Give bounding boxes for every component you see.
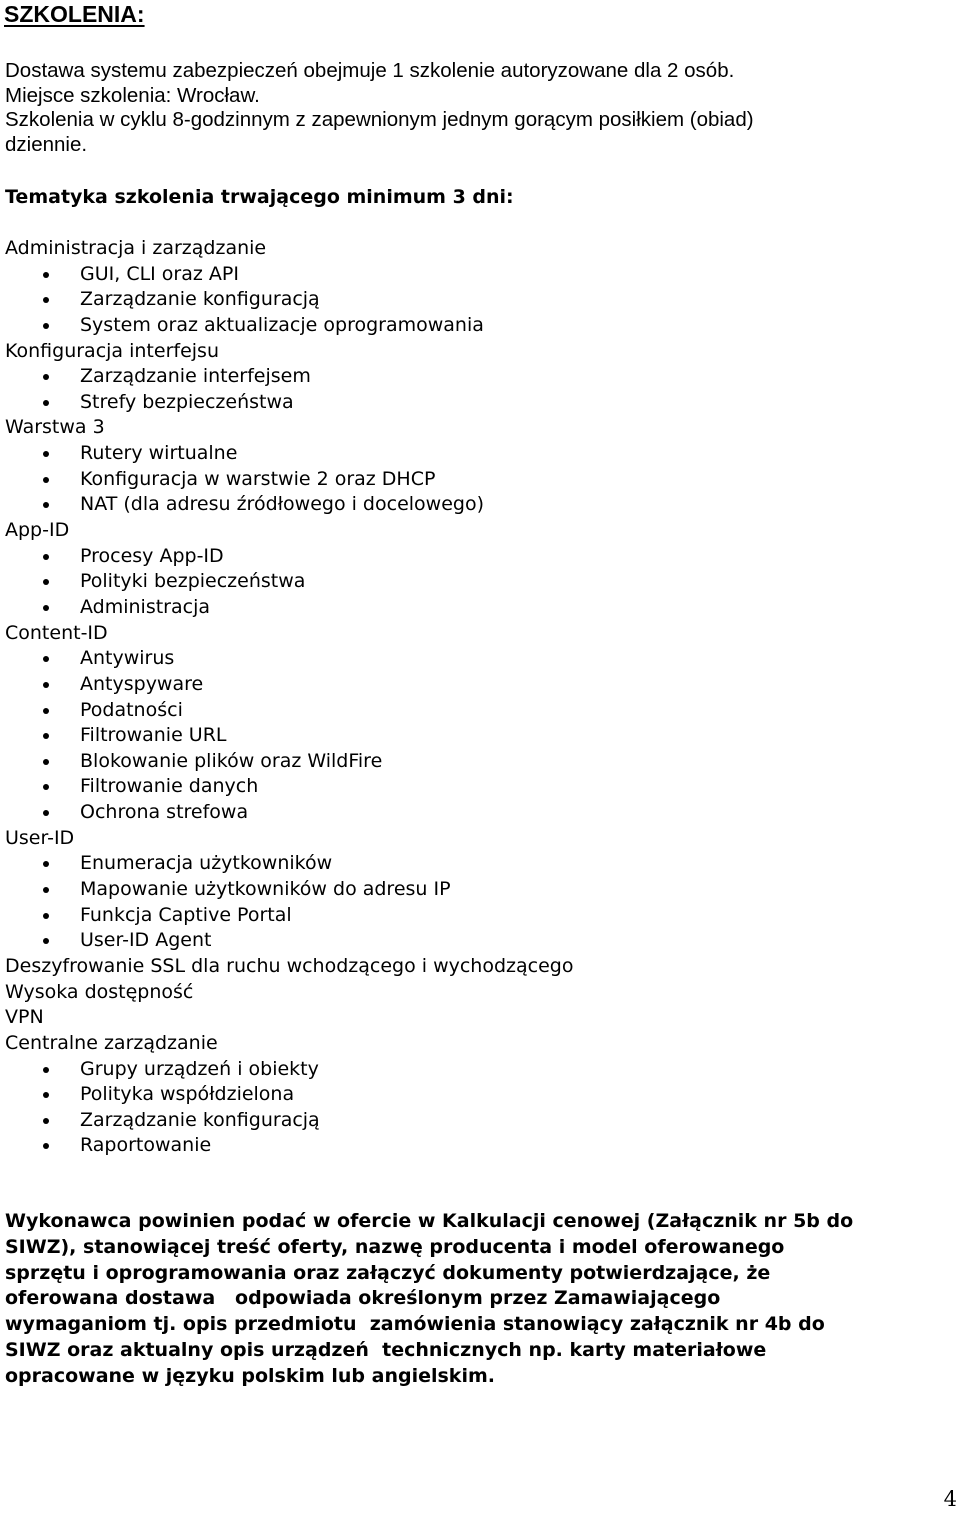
topic-section (0, 1031, 960, 1159)
topic-section (0, 339, 960, 416)
bullet-icon (43, 913, 49, 919)
list-item (0, 672, 960, 698)
list-item (0, 1082, 960, 1108)
topic-section (0, 954, 960, 980)
list-item-label: Raportowanie (80, 1134, 212, 1157)
list-item (0, 723, 960, 749)
list-item (0, 698, 960, 724)
list-item (0, 749, 960, 775)
bullet-icon (43, 708, 49, 714)
section-title: User-ID (5, 826, 75, 849)
list-item (0, 262, 960, 288)
page-heading: SZKOLENIA: (4, 1, 145, 27)
training-topics-outline (0, 236, 960, 1159)
section-title: VPN (5, 1006, 44, 1029)
list-item (0, 595, 960, 621)
list-item (0, 467, 960, 493)
list-item (0, 1133, 960, 1159)
section-items (0, 851, 960, 954)
section-title: Warstwa 3 (5, 416, 105, 439)
list-item-label: Zarządzanie konfiguracją (80, 1108, 320, 1131)
list-item-label: Zarządzanie interfejsem (80, 365, 311, 388)
section-items (0, 262, 960, 339)
bullet-icon (43, 733, 49, 739)
bullet-icon (43, 374, 49, 380)
list-item (0, 492, 960, 518)
list-item-label: Polityki bezpieczeństwa (80, 570, 306, 593)
list-item (0, 851, 960, 877)
bullet-icon (43, 605, 49, 611)
list-item-label: Ochrona strefowa (80, 801, 249, 824)
list-item (0, 313, 960, 339)
intro-line: Dostawa systemu zabezpieczeń obejmuje 1 szkolenie autoryzowane dla 2 osób. (5, 59, 735, 82)
list-item-label: Antywirus (80, 647, 175, 670)
list-item (0, 877, 960, 903)
bullet-icon (43, 477, 49, 483)
list-item-label: GUI, CLI oraz API (80, 262, 239, 285)
list-item (0, 800, 960, 826)
bullet-icon (43, 1118, 49, 1124)
bullet-icon (43, 656, 49, 662)
section-items (0, 364, 960, 415)
topic-section (0, 518, 960, 621)
topics-heading: Tematyka szkolenia trwającego minimum 3 dni: (5, 186, 514, 208)
list-item-label: Procesy App-ID (80, 544, 224, 567)
bullet-icon (43, 451, 49, 457)
bullet-icon (43, 400, 49, 406)
topic-section (0, 236, 960, 339)
topic-section (0, 826, 960, 954)
closing-line: wymaganiom tj. opis przedmiotu zamówienia stanowiący załącznik nr 4b do (5, 1313, 825, 1336)
bullet-icon (43, 1143, 49, 1149)
closing-line: SIWZ oraz aktualny opis urządzeń technicznych np. karty materiałowe (5, 1338, 767, 1361)
bullet-icon (43, 502, 49, 508)
bullet-icon (43, 554, 49, 560)
closing-line: sprzętu i oprogramowania oraz załączyć dokumenty potwierdzające, że (5, 1261, 771, 1284)
list-item-label: Polityka współdzielona (80, 1083, 295, 1106)
topic-section (0, 980, 960, 1006)
topic-section (0, 1005, 960, 1031)
intro-line: Szkolenia w cyklu 8-godzinnym z zapewnionym jednym gorącym posiłkiem (obiad) (5, 108, 754, 131)
section-title: Content-ID (5, 621, 108, 644)
list-item-label: NAT (dla adresu źródłowego i docelowego) (80, 493, 484, 516)
list-item-label: Zarządzanie konfiguracją (80, 288, 320, 311)
section-title: Administracja i zarządzanie (5, 237, 267, 259)
bullet-icon (43, 810, 49, 816)
page-number: 4 (943, 1487, 957, 1511)
closing-line: oferowana dostawa odpowiada określonym przez Zamawiającego (5, 1287, 721, 1310)
bullet-icon (43, 272, 49, 278)
topic-section (0, 621, 960, 826)
list-item (0, 1057, 960, 1083)
section-title: Deszyfrowanie SSL dla ruchu wchodzącego i wychodzącego (5, 954, 574, 977)
list-item (0, 287, 960, 313)
list-item-label: Filtrowanie URL (80, 724, 227, 747)
list-item (0, 1108, 960, 1134)
bullet-icon (43, 938, 49, 944)
list-item-label: Administracja (80, 595, 211, 618)
list-item (0, 441, 960, 467)
intro-line: dziennie. (5, 132, 88, 156)
topic-section (0, 415, 960, 518)
list-item (0, 569, 960, 595)
list-item (0, 364, 960, 390)
closing-line: opracowane w języku polskim lub angielskim. (5, 1364, 495, 1387)
list-item (0, 544, 960, 570)
bullet-icon (43, 323, 49, 329)
closing-line: Wykonawca powinien podać w ofercie w Kalkulacji cenowej (Załącznik nr 5b do (5, 1210, 854, 1232)
section-items (0, 441, 960, 518)
bullet-icon (43, 579, 49, 585)
intro-line: Miejsce szkolenia: Wrocław. (5, 83, 260, 107)
list-item-label: Blokowanie plików oraz WildFire (80, 749, 383, 772)
list-item-label: Antyspyware (80, 672, 204, 695)
list-item-label: Rutery wirtualne (80, 442, 238, 465)
list-item-label: Funkcja Captive Portal (80, 903, 292, 926)
list-item-label: Podatności (80, 698, 183, 721)
closing-paragraph (5, 1209, 853, 1390)
list-item-label: Grupy urządzeń i obiekty (80, 1057, 319, 1080)
bullet-icon (43, 297, 49, 303)
list-item-label: System oraz aktualizacje oprogramowania (80, 313, 484, 336)
bullet-icon (43, 759, 49, 765)
list-item-label: Enumeracja użytkowników (80, 852, 333, 875)
list-item (0, 928, 960, 954)
bullet-icon (43, 1092, 49, 1098)
bullet-icon (43, 784, 49, 790)
list-item-label: Strefy bezpieczeństwa (80, 390, 294, 413)
list-item-label: User-ID Agent (80, 929, 212, 952)
bullet-icon (43, 887, 49, 893)
list-item (0, 903, 960, 929)
section-items (0, 544, 960, 621)
section-items (0, 646, 960, 825)
closing-line: SIWZ), stanowiącej treść oferty, nazwę producenta i model oferowanego (5, 1235, 785, 1258)
list-item (0, 646, 960, 672)
list-item-label: Konfiguracja w warstwie 2 oraz DHCP (80, 467, 436, 490)
list-item-label: Mapowanie użytkowników do adresu IP (80, 878, 451, 901)
section-title: Konfiguracja interfejsu (5, 339, 219, 362)
list-item (0, 774, 960, 800)
bullet-icon (43, 861, 49, 867)
list-item-label: Filtrowanie danych (80, 775, 259, 798)
section-items (0, 1057, 960, 1160)
bullet-icon (43, 682, 49, 688)
intro-paragraph (5, 59, 754, 157)
bullet-icon (43, 1067, 49, 1073)
section-title: App-ID (5, 519, 70, 542)
section-title: Wysoka dostępność (5, 980, 194, 1003)
list-item (0, 390, 960, 416)
section-title: Centralne zarządzanie (5, 1031, 218, 1054)
